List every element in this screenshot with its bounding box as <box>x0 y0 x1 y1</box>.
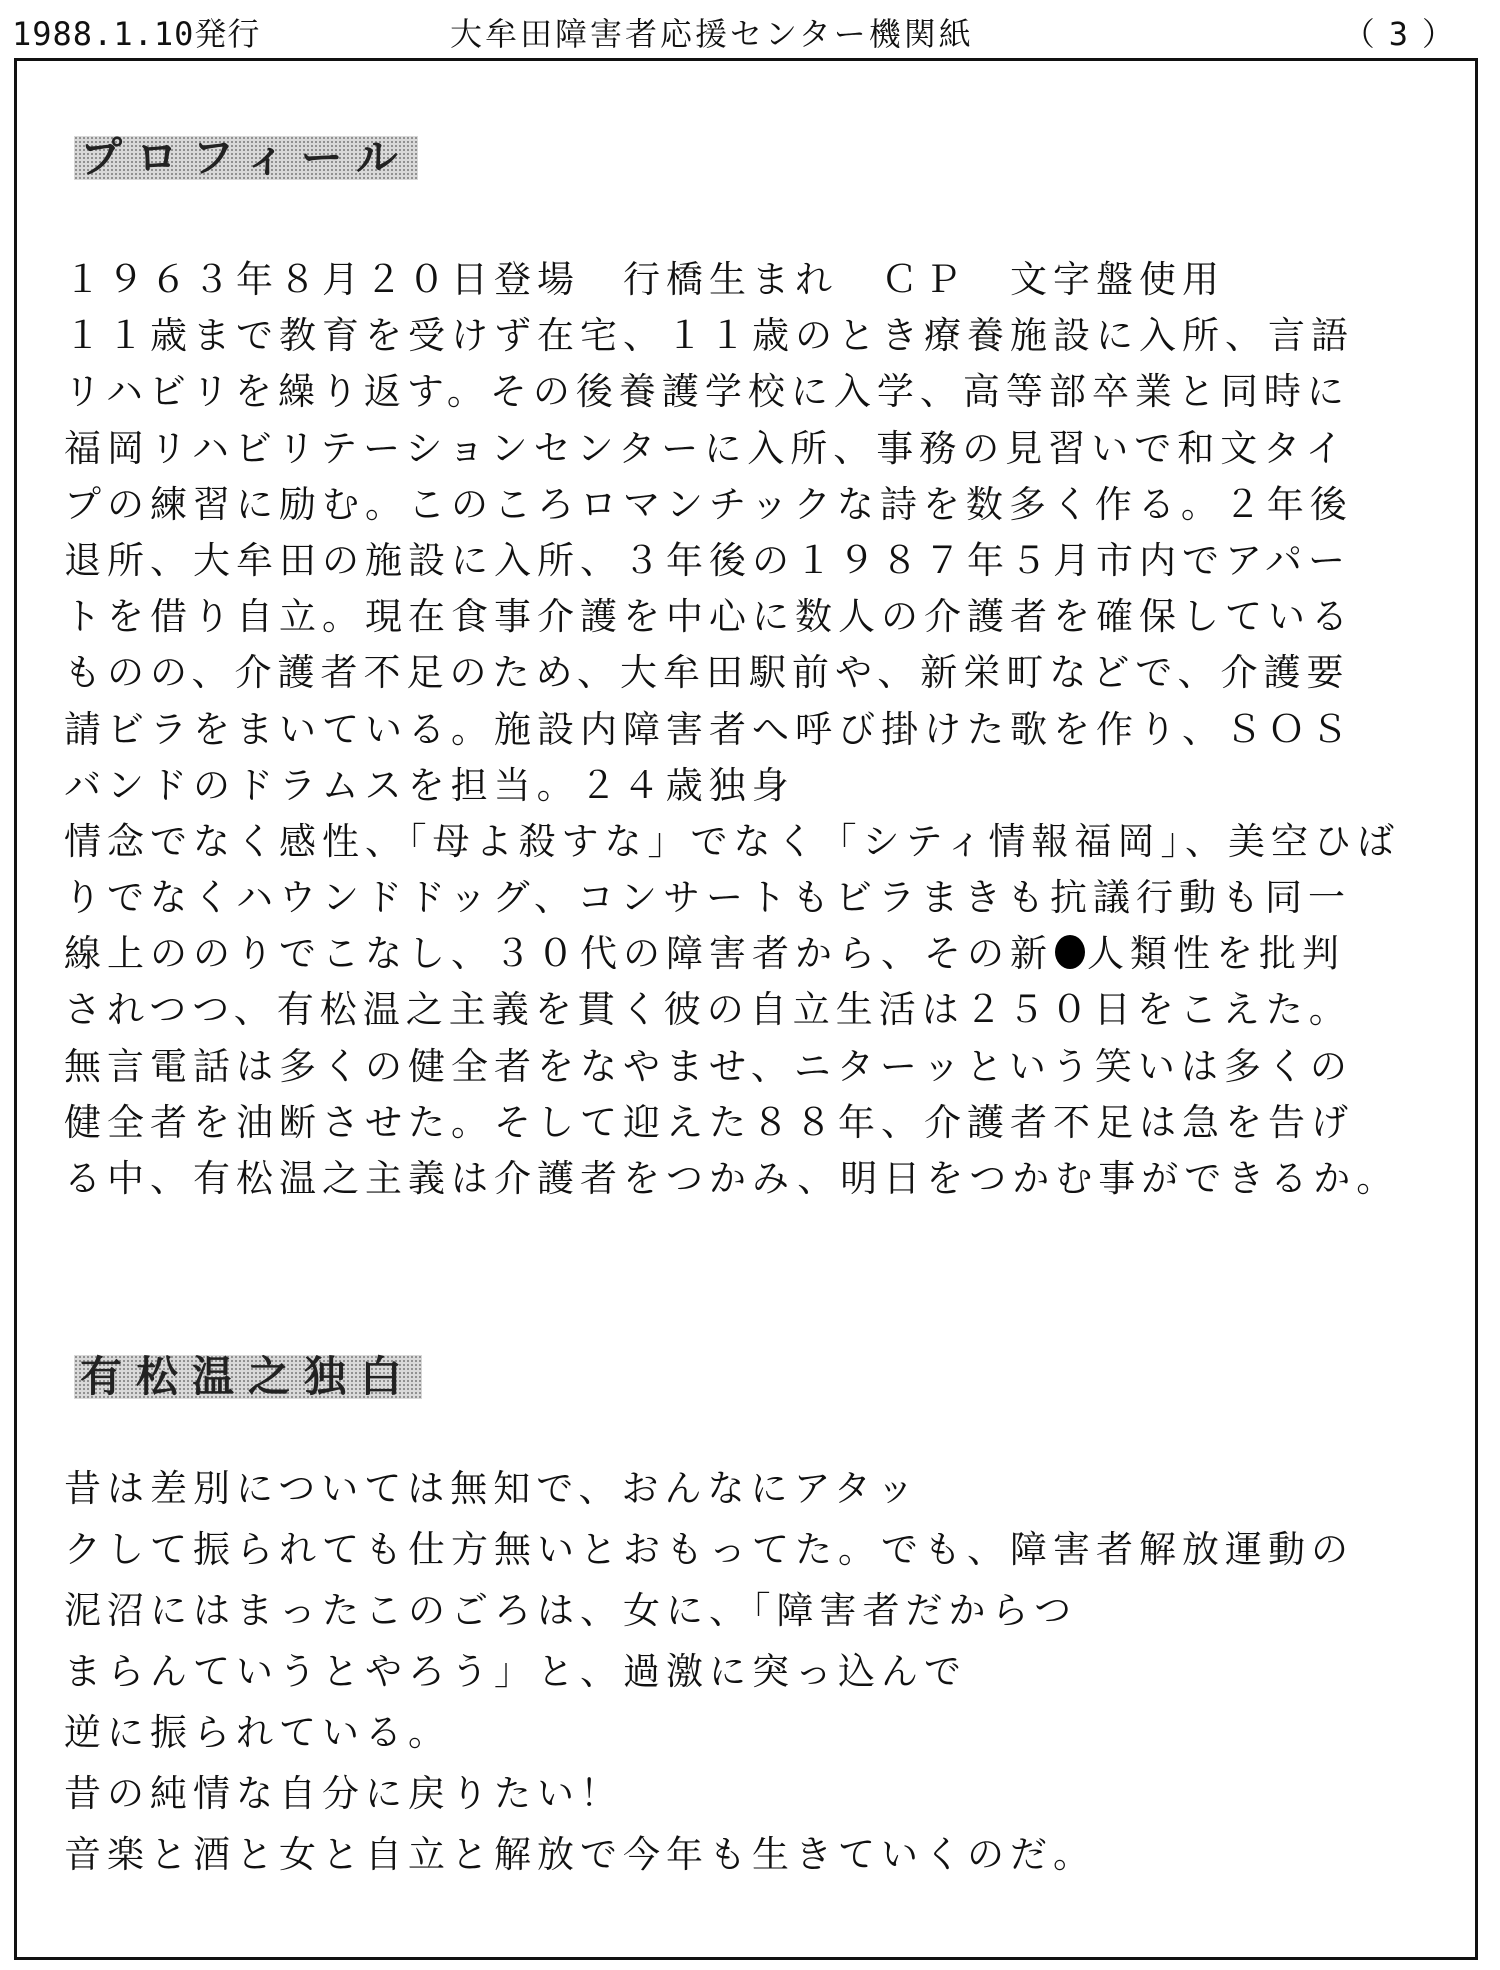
profile-line-part: 人類性を批判 <box>1087 932 1345 976</box>
profile-line: 健全者を油断させた。そして迎えた８８年、介護者不足は急を告げ <box>64 1100 1354 1144</box>
profile-line: リハビリを繰り返す。その後養護学校に入学、高等部卒業と同時に <box>64 370 1350 414</box>
ink-blot-icon <box>1055 935 1085 969</box>
page-number: （3） <box>1342 15 1468 53</box>
profile-line-with-blot <box>64 926 1454 982</box>
profile-line: １１歳まで教育を受けず在宅、１１歳のとき療養施設に入所、言語 <box>64 314 1354 358</box>
profile-line: 退所、大牟田の施設に入所、３年後の１９８７年５月市内でアパー <box>64 538 1352 582</box>
monologue-heading: 有松温之独白 <box>74 1355 422 1399</box>
monologue-line: 昔は差別については無知で、おんなにアタッ <box>64 1467 920 1510</box>
monologue-line: 昔の純情な自分に戻りたい！ <box>64 1772 623 1815</box>
monologue-line: 泥沼にはまったこのごろは、女に、「障害者だからつ <box>64 1589 1078 1632</box>
monologue-line: 音楽と酒と女と自立と解放で今年も生きていくのだ。 <box>64 1833 1096 1876</box>
monologue-body <box>64 1458 1454 1885</box>
profile-line: 無言電話は多くの健全者をなやませ、ニターッという笑いは多くの <box>64 1044 1353 1088</box>
profile-line: バンドのドラムスを担当。２４歳独身 <box>64 763 795 807</box>
profile-line: １９６３年８月２０日登場 行橋生まれ ＣＰ 文字盤使用 <box>64 258 1225 301</box>
page-header <box>12 6 1488 58</box>
monologue-line: まらんていうとやろう」と、過激に突っ込んで <box>64 1650 967 1693</box>
profile-line: プの練習に励む。このころロマンチックな詩を数多く作る。２年後 <box>64 482 1353 526</box>
profile-line: トを借り自立。現在食事介護を中心に数人の介護者を確保している <box>64 595 1354 639</box>
profile-line: 情念でなく感性、「母よ殺すな」でなく「シティ情報福岡」、美空ひば <box>64 819 1401 863</box>
newsletter-title: 大牟田障害者応援センター機関紙 <box>450 15 974 53</box>
monologue-line: クして振られても仕方無いとおもってた。でも、障害者解放運動の <box>64 1528 1354 1571</box>
profile-line: りでなくハウンドドッグ、コンサートもビラまきも抗議行動も同一 <box>64 876 1352 920</box>
profile-body <box>64 252 1454 1207</box>
profile-line: されつつ、有松温之主義を貫く彼の自立生活は２５０日をこえた。 <box>64 988 1352 1032</box>
profile-line: る中、有松温之主義は介護者をつかみ、明日をつかむ事ができるか。 <box>64 1157 1400 1200</box>
issue-date: 1988.1.10発行 <box>12 15 261 53</box>
profile-heading: プロフィール <box>74 136 418 180</box>
profile-line-part: 線上ののりでこなし、３０代の障害者から、その新 <box>64 932 1053 976</box>
monologue-line: 逆に振られている。 <box>64 1711 451 1754</box>
profile-line: ものの、介護者不足のため、大牟田駅前や、新栄町などで、介護要 <box>64 651 1350 695</box>
profile-line: 請ビラをまいている。施設内障害者へ呼び掛けた歌を作り、ＳＯＳ <box>64 707 1354 751</box>
profile-line: 福岡リハビリテーションセンターに入所、事務の見習いで和文タイ <box>64 426 1349 470</box>
